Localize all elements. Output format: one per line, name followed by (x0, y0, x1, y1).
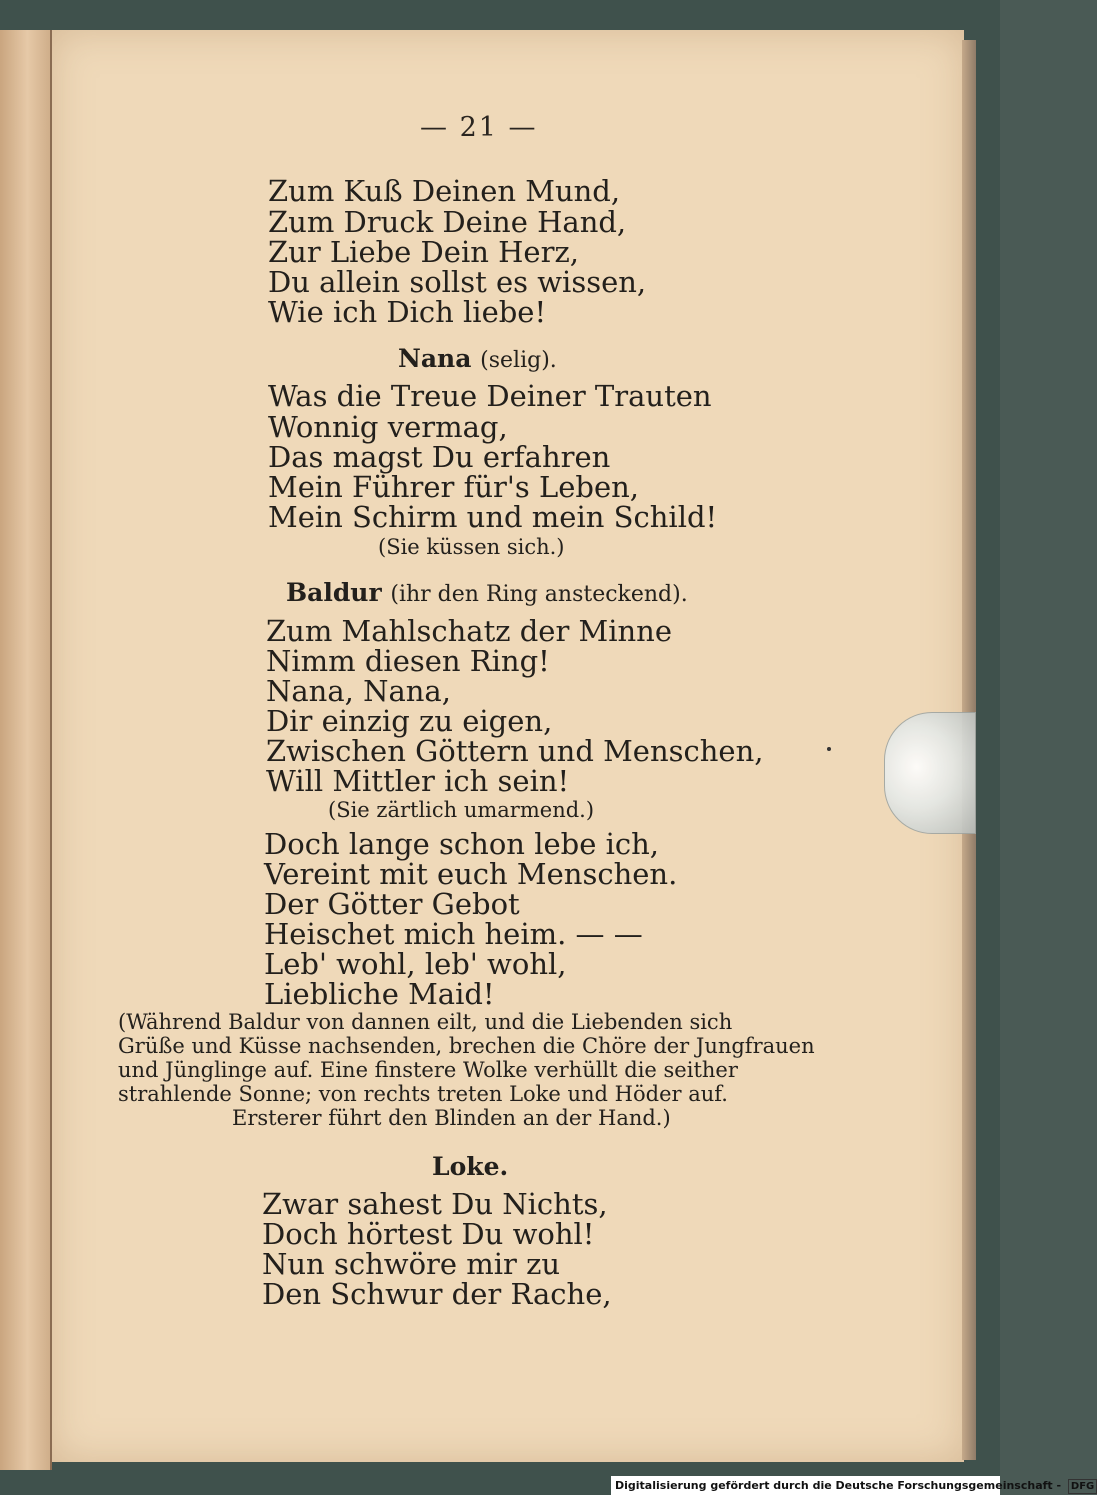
verse-line: Wonnig vermag, (268, 410, 508, 444)
verse-line: Mein Schirm und mein Schild! (268, 500, 718, 534)
verse-line: Zum Kuß Deinen Mund, (268, 174, 621, 208)
verse-line: Wie ich Dich liebe! (268, 295, 547, 329)
verse-line: Will Mittler ich sein! (266, 764, 570, 798)
verse-line: Nana, Nana, (266, 674, 451, 708)
stage-direction-line: und Jünglinge auf. Eine finstere Wolke verhüllt die seither (118, 1058, 738, 1082)
verse-line: Du allein sollst es wissen, (268, 265, 647, 299)
verse-line: Zum Druck Deine Hand, (268, 205, 627, 239)
verse-line: Zur Liebe Dein Herz, (268, 235, 579, 269)
verse-line: Den Schwur der Rache, (262, 1277, 612, 1311)
verse-line: Liebliche Maid! (264, 977, 495, 1011)
ink-dot (827, 747, 831, 751)
verse-line: Nun schwöre mir zu (262, 1247, 561, 1281)
verse-line: Doch lange schon lebe ich, (264, 827, 659, 861)
verse-line: Zwischen Göttern und Menschen, (266, 734, 764, 768)
dfg-logo: DFG (1068, 1479, 1097, 1494)
verse-line: Heischet mich heim. — — (264, 917, 643, 951)
stage-direction-line: (Während Baldur von dannen eilt, und die Liebenden sich (118, 1010, 733, 1034)
speaker-direction: (ihr den Ring ansteckend). (390, 582, 688, 607)
verse-line: Zum Mahlschatz der Minne (266, 614, 673, 648)
page-clip (884, 712, 976, 834)
verse-line: Doch hörtest Du wohl! (262, 1217, 595, 1251)
stage-direction-line: Ersterer führt den Blinden an der Hand.) (232, 1106, 671, 1130)
stage-direction-line: Grüße und Küsse nachsenden, brechen die Chöre der Jungfrauen (118, 1034, 815, 1058)
left-page-edge (0, 30, 52, 1470)
verse-line: Leb' wohl, leb' wohl, (264, 947, 567, 981)
speaker-name: Baldur (286, 578, 382, 607)
speaker-name: Nana (398, 344, 472, 373)
verse-line: Vereint mit euch Menschen. (264, 857, 678, 891)
verse-line: Was die Treue Deiner Trauten (268, 379, 712, 413)
speaker-heading (286, 578, 688, 607)
footer-text: Digitalisierung gefördert durch die Deutsche Forschungsgemeinschaft - (615, 1479, 1062, 1492)
speaker-direction: (selig). (480, 348, 557, 373)
verse-line: Mein Führer für's Leben, (268, 470, 639, 504)
speaker-heading (398, 344, 557, 373)
verse-line: Das magst Du erfahren (268, 440, 611, 474)
page-number: — 21 — (420, 112, 538, 143)
digitization-footer (611, 1476, 1095, 1495)
verse-line: Nimm diesen Ring! (266, 644, 550, 678)
speaker-heading (432, 1152, 508, 1181)
stage-direction-short: (Sie küssen sich.) (378, 535, 565, 559)
verse-line: Zwar sahest Du Nichts, (262, 1187, 608, 1221)
speaker-name: Loke. (432, 1152, 509, 1181)
verse-line: Dir einzig zu eigen, (266, 704, 553, 738)
stage-direction-short: (Sie zärtlich umarmend.) (328, 798, 595, 822)
verse-line: Der Götter Gebot (264, 887, 520, 921)
stage-direction-line: strahlende Sonne; von rechts treten Loke und Höder auf. (118, 1082, 728, 1106)
